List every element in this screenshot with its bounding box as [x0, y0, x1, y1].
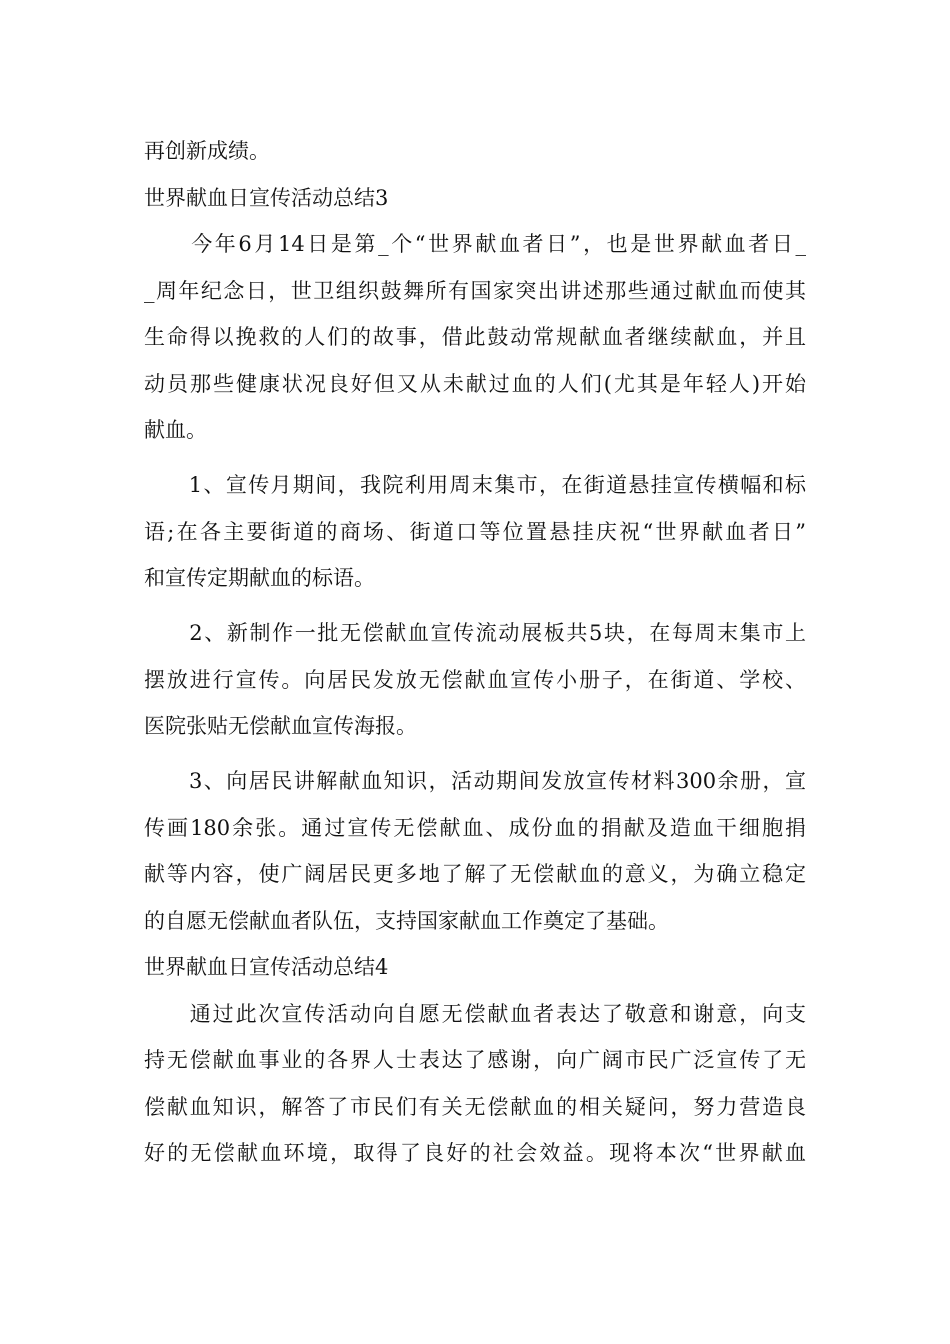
text-line: 动员那些健康状况良好但又从未献过血的人们(尤其是年轻人)开始 — [144, 371, 806, 396]
text-line: 摆放进行宣传。向居民发放无偿献血宣传小册子，在街道、学校、 — [144, 667, 806, 692]
text-line: 医院张贴无偿献血宣传海报。 — [144, 714, 417, 738]
document-body — [144, 128, 806, 1177]
paragraph-summary-4 — [144, 991, 806, 1177]
text-line: 持无偿献血事业的各界人士表达了感谢，向广阔市民广泛宣传了无 — [144, 1048, 806, 1072]
text-line: 和宣传定期献血的标语。 — [144, 566, 375, 590]
text-line: 1、宣传月期间，我院利用周末集市，在街道悬挂宣传横幅和标 — [144, 473, 806, 497]
text-line: 献血。 — [144, 418, 207, 442]
text-line: _周年纪念日，世卫组织鼓舞所有国家突出讲述那些通过献血而使其 — [144, 278, 806, 303]
paragraph-gap — [144, 454, 806, 463]
paragraph-item-3 — [144, 758, 806, 944]
heading-text: 世界献血日宣传活动总结4 — [144, 955, 389, 979]
text-line: 好的无偿献血环境，取得了良好的社会效益。现将本次“世界献血 — [144, 1141, 806, 1165]
heading-text: 世界献血日宣传活动总结3 — [144, 185, 389, 210]
paragraph-intro — [144, 221, 806, 454]
paragraph-gap — [144, 750, 806, 759]
section-heading-3 — [144, 175, 806, 222]
text-line: 再创新成绩。 — [144, 139, 270, 163]
text-line: 2、新制作一批无偿献血宣传流动展板共5块，在每周末集市上 — [144, 621, 806, 645]
text-line: 的自愿无偿献血者队伍，支持国家献血工作奠定了基础。 — [144, 908, 669, 933]
paragraph-item-2 — [144, 610, 806, 750]
paragraph-item-1 — [144, 462, 806, 602]
text-line: 通过此次宣传活动向自愿无偿献血者表达了敬意和谢意，向支 — [144, 1001, 806, 1026]
text-line: 献等内容，使广阔居民更多地了解了无偿献血的意义，为确立稳定 — [144, 862, 806, 886]
text-line: 语;在各主要街道的商场、街道口等位置悬挂庆祝“世界献血者日” — [144, 519, 806, 544]
text-line: 3、向居民讲解献血知识，活动期间发放宣传材料300余册，宣 — [144, 769, 806, 793]
text-line: 偿献血知识，解答了市民们有关无偿献血的相关疑问，努力营造良 — [144, 1094, 806, 1119]
continuation-paragraph — [144, 128, 806, 175]
section-heading-4 — [144, 944, 806, 991]
paragraph-gap — [144, 602, 806, 611]
text-line: 传画180余张。通过宣传无偿献血、成份血的捐献及造血干细胞捐 — [144, 815, 806, 840]
text-line: 今年6月14日是第_个“世界献血者日”，也是世界献血者日_ — [144, 232, 806, 256]
text-line: 生命得以挽救的人们的故事，借此鼓动常规献血者继续献血，并且 — [144, 325, 806, 349]
